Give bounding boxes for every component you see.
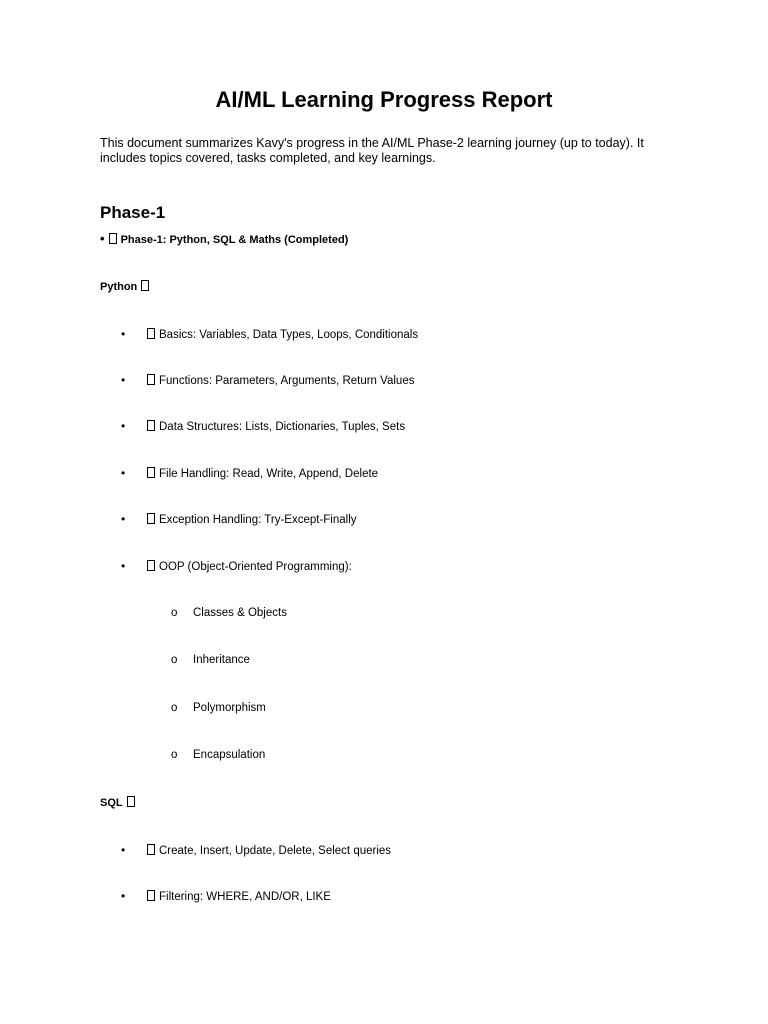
python-section-label xyxy=(100,279,149,295)
list-item xyxy=(121,511,357,528)
bullet-glyph: • xyxy=(121,559,126,573)
document-title: AI/ML Learning Progress Report xyxy=(215,87,553,112)
bullet-glyph: • xyxy=(121,843,126,857)
list-item-text: Data Structures: Lists, Dictionaries, Tuples, Sets xyxy=(159,421,406,433)
bullet-glyph: • xyxy=(121,327,126,341)
list-item-text: Functions: Parameters, Arguments, Return Values xyxy=(159,375,415,387)
bullet-glyph: • xyxy=(121,419,126,433)
list-item-text: Basics: Variables, Data Types, Loops, Conditionals xyxy=(159,329,419,341)
python-label-text: Python xyxy=(100,281,138,293)
bullet-glyph: • xyxy=(121,373,126,387)
sql-section-label xyxy=(100,795,135,811)
sql-label-text: SQL xyxy=(100,797,123,809)
phase-summary-bullet xyxy=(100,231,348,248)
list-item-text: Create, Insert, Update, Delete, Select queries xyxy=(159,845,392,857)
list-item xyxy=(121,372,414,389)
list-item xyxy=(121,558,352,575)
list-item xyxy=(121,326,418,343)
sub-bullet-marker: o xyxy=(171,654,178,666)
bullet-glyph: • xyxy=(121,512,126,526)
checkbox-glyph-icon xyxy=(109,233,117,244)
sub-list-item xyxy=(171,700,266,716)
sub-list-item-text: Encapsulation xyxy=(193,749,266,761)
sub-list-item-text: Classes & Objects xyxy=(193,607,287,619)
sub-list-item xyxy=(171,605,287,621)
sub-list-item-text: Polymorphism xyxy=(193,702,266,714)
list-item-text: OOP (Object-Oriented Programming): xyxy=(159,561,352,573)
checkbox-glyph-icon xyxy=(147,467,155,478)
checkbox-glyph-icon xyxy=(147,328,155,339)
list-item xyxy=(121,842,391,859)
list-item-text: File Handling: Read, Write, Append, Delete xyxy=(159,468,379,480)
intro-paragraph: This document summarizes Kavy's progress in the AI/ML Phase-2 learning journey (up to today). It includes topics covered, tasks completed, and key learnings. xyxy=(100,136,644,165)
checkbox-glyph-icon xyxy=(147,374,155,385)
list-item xyxy=(121,888,331,905)
bullet-glyph: • xyxy=(121,466,126,480)
sub-bullet-marker: o xyxy=(171,702,178,714)
phase-heading: Phase-1 xyxy=(100,203,166,222)
sub-bullet-marker: o xyxy=(171,749,178,761)
sub-list-item-text: Inheritance xyxy=(193,654,250,666)
list-item xyxy=(121,418,405,435)
sub-list-item xyxy=(171,652,250,668)
list-item-text: Exception Handling: Try-Except-Finally xyxy=(159,514,357,526)
phase-summary-text: Phase-1: Python, SQL & Maths (Completed) xyxy=(120,234,349,246)
checkbox-glyph-icon xyxy=(147,560,155,571)
list-item xyxy=(121,465,378,482)
bullet-glyph: • xyxy=(121,889,126,903)
checkbox-glyph-icon xyxy=(127,796,135,807)
checkbox-glyph-icon xyxy=(141,280,149,291)
checkbox-glyph-icon xyxy=(147,513,155,524)
bullet-glyph: • xyxy=(100,231,105,246)
sub-bullet-marker: o xyxy=(171,607,178,619)
list-item-text: Filtering: WHERE, AND/OR, LIKE xyxy=(159,891,331,903)
checkbox-glyph-icon xyxy=(147,420,155,431)
checkbox-glyph-icon xyxy=(147,890,155,901)
sub-list-item xyxy=(171,747,265,763)
checkbox-glyph-icon xyxy=(147,844,155,855)
